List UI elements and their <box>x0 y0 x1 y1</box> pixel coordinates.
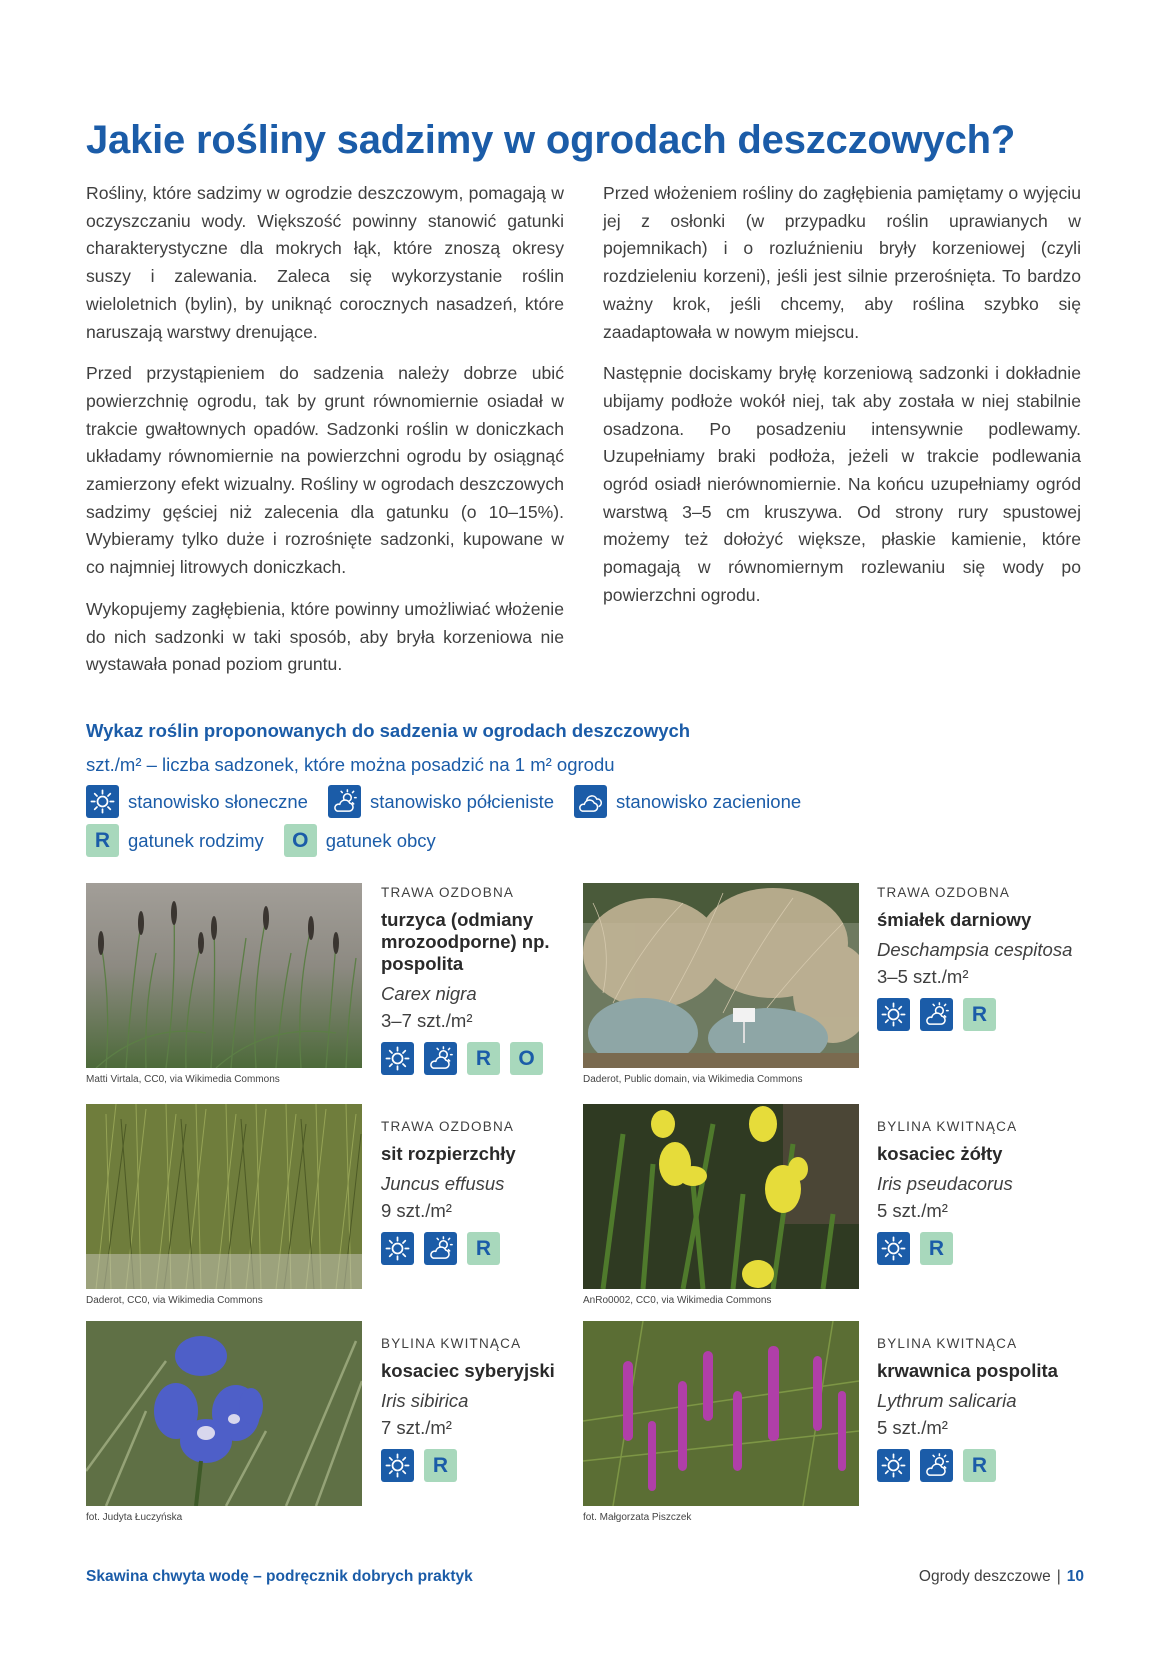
plant-category: BYLINA KWITNĄCA <box>877 1119 1018 1134</box>
paragraph: Rośliny, które sadzimy w ogrodzie deszczowym, pomagają w oczyszczaniu wody. Większość powinny stanowić gatunki charakterystyczne dla mokrych łąk, które znoszą okresy suszy i zalewania. Zaleca się wykorzystanie roślin wieloletnich (bylin), by uniknąć corocznych nasadzeń, które naruszają warstwy drenujące. <box>86 183 564 342</box>
plant-photo-iris-sibirica <box>86 1321 362 1506</box>
legend-label: stanowisko słoneczne <box>128 790 308 812</box>
partial-shade-icon <box>424 1042 457 1075</box>
paragraph: Przed przystąpieniem do sadzenia należy dobrze ubić powierzchnię ogrodu, tak by grunt równomiernie osiadał w trakcie gwałtownych opadów. Sadzonki roślin w doniczkach układamy równomiernie na powierzchni ogrodu by osiągnąć zamierzony efekt wizualny. Rośliny w ogrodach deszczowych sadzimy gęściej niż zalecenia dla gatunku (o 10–15%). Wybieramy tylko duże i rozrośnięte sadzonki, kupowane w co najmniej litrowych doniczkach. <box>86 363 564 578</box>
plant-latin-name: Iris pseudacorus <box>877 1173 1013 1194</box>
foreign-badge: O <box>284 824 317 857</box>
plant-latin-name: Juncus effusus <box>381 1173 505 1194</box>
plant-icons <box>877 1232 1077 1265</box>
sun-icon <box>877 998 910 1031</box>
plant-density: 9 szt./m² <box>381 1200 452 1221</box>
plant-card-iris-sibirica <box>381 1336 581 1482</box>
sun-icon <box>381 1449 414 1482</box>
photo-credit: Matti Virtala, CC0, via Wikimedia Commons <box>86 1074 280 1085</box>
legend-native <box>86 824 264 857</box>
native-badge: R <box>86 824 119 857</box>
legend-label: stanowisko zacienione <box>616 790 802 812</box>
plant-category: TRAWA OZDOBNA <box>877 885 1011 900</box>
plant-density: 3–7 szt./m² <box>381 1010 473 1031</box>
sun-icon <box>86 785 119 818</box>
plant-category: TRAWA OZDOBNA <box>381 885 515 900</box>
plant-photo-lythrum <box>583 1321 859 1506</box>
plant-density: 5 szt./m² <box>877 1417 948 1438</box>
plant-density: 7 szt./m² <box>381 1417 452 1438</box>
footer-separator: | <box>1056 1568 1061 1585</box>
native-badge: R <box>963 998 996 1031</box>
plant-card-iris-yellow <box>877 1119 1077 1265</box>
legend-label: gatunek obcy <box>325 829 436 851</box>
plant-card-deschampsia <box>877 885 1077 1031</box>
native-badge: R <box>467 1042 500 1075</box>
plant-name: śmiałek darniowy <box>877 909 1032 930</box>
footer-publication-title: Skawina chwyta wodę – podręcznik dobrych praktyk <box>86 1568 473 1585</box>
plant-latin-name: Carex nigra <box>381 983 477 1004</box>
plant-name: turzyca (odmiany mrozoodporne) np. pospolita <box>381 909 550 974</box>
foreign-badge: O <box>510 1042 543 1075</box>
photo-credit: Daderot, CC0, via Wikimedia Commons <box>86 1295 263 1306</box>
plant-category: TRAWA OZDOBNA <box>381 1119 515 1134</box>
native-badge: R <box>467 1232 500 1265</box>
legend-shade <box>574 785 801 818</box>
footer-page-info <box>919 1568 1084 1586</box>
native-badge: R <box>424 1449 457 1482</box>
page-number: 10 <box>1066 1568 1084 1585</box>
plant-card-carex <box>381 885 581 1075</box>
plant-icons <box>381 1232 581 1265</box>
photo-credit: Daderot, Public domain, via Wikimedia Commons <box>583 1074 803 1085</box>
photo-credit: AnRo0002, CC0, via Wikimedia Commons <box>583 1295 772 1306</box>
plant-icons <box>877 1449 1077 1482</box>
partial-shade-icon <box>328 785 361 818</box>
plant-photo-carex <box>86 883 362 1068</box>
native-badge: R <box>963 1449 996 1482</box>
plant-icons <box>877 998 1077 1031</box>
sun-icon <box>877 1449 910 1482</box>
photo-credit: fot. Judyta Łuczyńska <box>86 1512 183 1523</box>
plant-latin-name: Lythrum salicaria <box>877 1390 1017 1411</box>
legend-sun <box>86 785 308 818</box>
plant-card-lythrum <box>877 1336 1077 1482</box>
plant-category: BYLINA KWITNĄCA <box>877 1336 1018 1351</box>
sun-icon <box>381 1042 414 1075</box>
native-badge: R <box>920 1232 953 1265</box>
page-title: Jakie rośliny sadzimy w ogrodach deszczowych? <box>86 118 1016 162</box>
cloud-shade-icon <box>574 785 607 818</box>
sun-icon <box>877 1232 910 1265</box>
plant-density: 3–5 szt./m² <box>877 966 969 987</box>
plant-density: 5 szt./m² <box>877 1200 948 1221</box>
paragraph: Następnie dociskamy bryłę korzeniową sadzonki i dokładnie ubijamy podłoże wokół niej, tak aby została w niej stabilnie osadzona. Po posadzeniu intensywnie podlewamy. Uzupełniamy braki podłoża, jeżeli w trakcie podlewania ogród osiadł nierównomiernie. Na końcu uzupełniamy ogród warstwą 3–5 cm kruszywa. Od strony rury spustowej możemy też dołożyć większe, płaskie kamienie, które pomagają w równomiernym rozlewaniu się wody po powierzchni ogrodu. <box>603 363 1081 605</box>
plant-card-juncus <box>381 1119 581 1265</box>
unit-note: szt./m² – liczba sadzonek, które można posadzić na 1 m² ogrodu <box>86 754 615 775</box>
plant-category: BYLINA KWITNĄCA <box>381 1336 522 1351</box>
paragraph: Przed włożeniem rośliny do zagłębienia pamiętamy o wyjęciu jej z osłonki (w przypadku roślin uprawianych w pojemnikach) i o rozluźnieniu bryły korzeniowej (czyli rozdzieleniu korzeni), jeśli jest silnie przerośnięta. To bardzo ważny krok, jeśli chcemy, aby roślina szybko się zaadaptowała w nowym miejscu. <box>603 183 1081 342</box>
plant-name: kosaciec syberyjski <box>381 1360 555 1381</box>
legend-partial <box>328 785 554 818</box>
text-column-left <box>86 180 564 693</box>
plant-name: sit rozpierzchły <box>381 1143 516 1164</box>
legend-exposure <box>86 785 821 818</box>
partial-shade-icon <box>920 998 953 1031</box>
photo-credit: fot. Małgorzata Piszczek <box>583 1512 692 1523</box>
legend-label: gatunek rodzimy <box>128 829 264 851</box>
legend-origin <box>86 824 456 857</box>
plant-latin-name: Deschampsia cespitosa <box>877 939 1073 960</box>
paragraph: Wykopujemy zagłębienia, które powinny umożliwiać włożenie do nich sadzonki w taki sposób, aby bryła korzeniowa nie wystawała ponad poziom gruntu. <box>86 598 564 675</box>
plant-icons <box>381 1042 581 1075</box>
text-column-right <box>603 180 1081 624</box>
plant-icons <box>381 1449 581 1482</box>
footer-section: Ogrody deszczowe <box>918 1568 1051 1585</box>
sun-icon <box>381 1232 414 1265</box>
plant-photo-iris-yellow <box>583 1104 859 1289</box>
partial-shade-icon <box>424 1232 457 1265</box>
plant-photo-deschampsia <box>583 883 859 1068</box>
plant-latin-name: Iris sibirica <box>381 1390 469 1411</box>
legend-foreign <box>284 824 436 857</box>
plant-photo-juncus <box>86 1104 362 1289</box>
plant-name: kosaciec żółty <box>877 1143 1003 1164</box>
partial-shade-icon <box>920 1449 953 1482</box>
plant-list-title: Wykaz roślin proponowanych do sadzenia w ogrodach deszczowych <box>86 720 691 741</box>
legend-label: stanowisko półcieniste <box>369 790 555 812</box>
plant-name: krwawnica pospolita <box>877 1360 1058 1381</box>
